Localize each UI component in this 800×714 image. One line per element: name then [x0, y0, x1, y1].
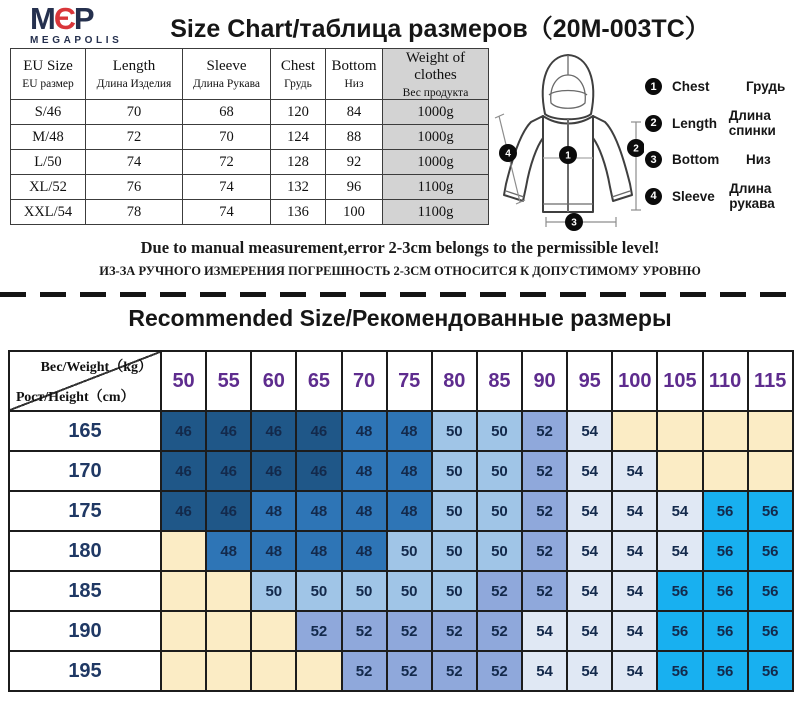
height-row-header: 175 — [9, 491, 161, 531]
size-table-row — [11, 175, 489, 200]
matrix-size-cell: 56 — [748, 611, 793, 651]
matrix-size-cell: 48 — [342, 451, 387, 491]
size-col-header — [271, 49, 326, 100]
matrix-size-cell: 46 — [161, 491, 206, 531]
size-col-header-en: Length — [112, 58, 156, 74]
brand-logo-letters — [30, 3, 122, 34]
matrix-row — [9, 651, 793, 691]
matrix-size-cell: 54 — [567, 611, 612, 651]
matrix-size-cell: 48 — [206, 531, 251, 571]
weight-col-header: 85 — [477, 351, 522, 411]
matrix-size-cell: 48 — [342, 491, 387, 531]
matrix-size-cell: 52 — [522, 571, 567, 611]
logo-letter-g: Є — [53, 1, 74, 36]
matrix-size-cell: 50 — [432, 411, 477, 451]
matrix-size-cell: 56 — [657, 571, 702, 611]
size-table-row — [11, 100, 489, 125]
matrix-size-cell: 50 — [432, 571, 477, 611]
matrix-size-cell: 50 — [477, 411, 522, 451]
size-value-cell: 70 — [86, 100, 183, 125]
svg-text:1: 1 — [565, 150, 571, 162]
measurement-note-ru: ИЗ-ЗА РУЧНОГО ИЗМЕРЕНИЯ ПОГРЕШНОСТЬ 2-3СМ ОТНОСИТСЯ К ДОПУСТИМОМУ УРОВНЮ — [99, 264, 701, 278]
size-value-cell: 1100g — [383, 175, 489, 200]
size-value-cell: 92 — [326, 150, 383, 175]
legend-label-en: Chest — [672, 79, 710, 94]
height-row-header: 190 — [9, 611, 161, 651]
size-value-cell: 70 — [183, 125, 271, 150]
matrix-size-cell: 56 — [748, 651, 793, 691]
diagonal-header — [10, 352, 160, 410]
size-col-header-en: Weight of clothes — [405, 49, 466, 83]
matrix-size-cell: 46 — [206, 491, 251, 531]
matrix-row — [9, 451, 793, 491]
matrix-size-cell: 48 — [251, 531, 296, 571]
matrix-size-cell: 56 — [703, 571, 748, 611]
size-value-cell: 76 — [86, 175, 183, 200]
matrix-size-cell: 46 — [296, 411, 341, 451]
size-col-header — [183, 49, 271, 100]
size-table-row — [11, 200, 489, 225]
weight-col-header: 70 — [342, 351, 387, 411]
size-value-cell: 132 — [271, 175, 326, 200]
weight-col-header: 55 — [206, 351, 251, 411]
size-table-row — [11, 125, 489, 150]
diagram-legend — [645, 78, 800, 211]
matrix-size-cell: 50 — [432, 531, 477, 571]
matrix-row — [9, 531, 793, 571]
matrix-size-cell: 54 — [522, 611, 567, 651]
size-value-cell: 128 — [271, 150, 326, 175]
legend-number-3: 3 — [645, 151, 662, 168]
matrix-size-cell: 52 — [477, 611, 522, 651]
matrix-size-cell: 52 — [342, 611, 387, 651]
size-col-header-ru: Вес продукта — [402, 86, 469, 99]
matrix-empty-cell — [161, 531, 206, 571]
matrix-size-cell: 54 — [567, 531, 612, 571]
matrix-size-cell: 54 — [612, 651, 657, 691]
svg-text:3: 3 — [571, 217, 577, 229]
matrix-size-cell: 48 — [387, 411, 432, 451]
legend-label-ru: Длина рукава — [729, 181, 775, 211]
matrix-row — [9, 491, 793, 531]
legend-label-en: Bottom — [672, 152, 720, 167]
size-value-cell: 74 — [183, 200, 271, 225]
matrix-size-cell: 46 — [296, 451, 341, 491]
matrix-size-cell: 46 — [206, 451, 251, 491]
size-value-cell: 72 — [183, 150, 271, 175]
matrix-size-cell: 50 — [387, 531, 432, 571]
matrix-size-cell: 48 — [387, 451, 432, 491]
size-table-row — [11, 150, 489, 175]
corner-height-label: Рост/Height（cm） — [16, 390, 135, 405]
matrix-size-cell: 50 — [387, 571, 432, 611]
size-value-cell: 96 — [326, 175, 383, 200]
matrix-empty-cell — [161, 651, 206, 691]
matrix-size-cell: 56 — [748, 531, 793, 571]
matrix-size-cell: 48 — [296, 491, 341, 531]
matrix-size-cell: 56 — [748, 491, 793, 531]
matrix-size-cell: 52 — [432, 611, 477, 651]
matrix-size-cell: 52 — [477, 571, 522, 611]
legend-item-bottom — [645, 151, 800, 168]
svg-text:2: 2 — [633, 143, 639, 155]
legend-label-ru: Низ — [746, 152, 771, 167]
matrix-empty-cell — [161, 611, 206, 651]
size-col-header-en: EU Size — [23, 58, 73, 74]
corner-weight-label: Вес/Weight（kg） — [40, 360, 152, 375]
matrix-empty-cell — [748, 411, 793, 451]
height-row-header: 195 — [9, 651, 161, 691]
size-value-cell: 72 — [86, 125, 183, 150]
matrix-size-cell: 48 — [387, 491, 432, 531]
size-label-cell: M/48 — [11, 125, 86, 150]
matrix-size-cell: 50 — [251, 571, 296, 611]
size-table-body — [11, 100, 489, 225]
matrix-size-cell: 54 — [522, 651, 567, 691]
matrix-size-cell: 54 — [612, 611, 657, 651]
size-value-cell: 74 — [183, 175, 271, 200]
matrix-size-cell: 50 — [477, 531, 522, 571]
measurement-note-en: Due to manual measurement,error 2-3cm belongs to the permissible level! — [140, 238, 660, 257]
matrix-empty-cell — [612, 411, 657, 451]
size-col-header-en: Bottom — [331, 58, 377, 74]
size-col-header — [86, 49, 183, 100]
size-value-cell: 1100g — [383, 200, 489, 225]
legend-number-4: 4 — [645, 188, 662, 205]
matrix-size-cell: 52 — [296, 611, 341, 651]
matrix-size-cell: 52 — [387, 611, 432, 651]
matrix-size-cell: 52 — [522, 491, 567, 531]
matrix-size-cell: 56 — [703, 531, 748, 571]
matrix-size-cell: 56 — [703, 611, 748, 651]
matrix-size-cell: 50 — [296, 571, 341, 611]
matrix-size-cell: 56 — [703, 651, 748, 691]
size-value-cell: 120 — [271, 100, 326, 125]
matrix-size-cell: 56 — [703, 491, 748, 531]
size-label-cell: S/46 — [11, 100, 86, 125]
recommended-size-matrix — [8, 350, 794, 692]
matrix-size-cell: 54 — [567, 651, 612, 691]
size-col-header — [11, 49, 86, 100]
matrix-size-cell: 52 — [432, 651, 477, 691]
matrix-size-cell: 54 — [567, 411, 612, 451]
size-col-header-ru: Низ — [344, 78, 364, 90]
matrix-row — [9, 411, 793, 451]
matrix-size-cell: 54 — [567, 571, 612, 611]
legend-number-1: 1 — [645, 78, 662, 95]
weight-col-header: 95 — [567, 351, 612, 411]
matrix-corner-cell — [9, 351, 161, 411]
matrix-empty-cell — [206, 651, 251, 691]
matrix-size-cell: 54 — [657, 491, 702, 531]
size-col-header — [326, 49, 383, 100]
legend-label-en: Length — [672, 115, 717, 131]
legend-label-ru: Грудь — [746, 79, 786, 94]
size-value-cell: 88 — [326, 125, 383, 150]
matrix-empty-cell — [657, 451, 702, 491]
size-value-cell: 78 — [86, 200, 183, 225]
matrix-size-cell: 52 — [522, 411, 567, 451]
size-value-cell: 124 — [271, 125, 326, 150]
weight-col-header: 115 — [748, 351, 793, 411]
matrix-size-cell: 50 — [432, 451, 477, 491]
weight-col-header: 105 — [657, 351, 702, 411]
matrix-size-cell: 46 — [161, 451, 206, 491]
size-value-cell: 136 — [271, 200, 326, 225]
matrix-size-cell: 50 — [477, 491, 522, 531]
page-title: Size Chart/таблица размеров（20M-003TC） — [170, 15, 710, 43]
weight-col-header: 50 — [161, 351, 206, 411]
matrix-size-cell: 46 — [206, 411, 251, 451]
size-value-cell: 100 — [326, 200, 383, 225]
size-value-cell: 68 — [183, 100, 271, 125]
size-table-header — [11, 49, 489, 100]
matrix-size-cell: 48 — [296, 531, 341, 571]
recommended-size-heading: Recommended Size/Рекомендованные размеры — [128, 305, 672, 331]
height-row-header: 185 — [9, 571, 161, 611]
logo-letter-p: P — [73, 1, 93, 36]
weight-col-header: 65 — [296, 351, 341, 411]
matrix-size-cell: 54 — [657, 531, 702, 571]
matrix-size-cell: 54 — [612, 531, 657, 571]
matrix-empty-cell — [206, 611, 251, 651]
matrix-size-cell: 46 — [251, 451, 296, 491]
legend-item-sleeve — [645, 181, 800, 211]
matrix-empty-cell — [657, 411, 702, 451]
matrix-size-cell: 48 — [342, 411, 387, 451]
brand-logo — [30, 3, 122, 46]
brand-logo-subtitle: MEGAPOLIS — [30, 35, 123, 46]
size-col-header-ru: Длина Изделия — [96, 78, 172, 90]
legend-label-en: Sleeve — [672, 188, 715, 204]
matrix-row — [9, 571, 793, 611]
matrix-size-cell: 54 — [567, 451, 612, 491]
matrix-size-cell: 52 — [477, 651, 522, 691]
dashed-divider — [0, 292, 800, 297]
size-value-cell: 1000g — [383, 150, 489, 175]
weight-col-header: 110 — [703, 351, 748, 411]
size-value-cell: 74 — [86, 150, 183, 175]
matrix-size-cell: 54 — [612, 451, 657, 491]
height-row-header: 165 — [9, 411, 161, 451]
matrix-empty-cell — [161, 571, 206, 611]
svg-text:4: 4 — [505, 148, 511, 160]
matrix-empty-cell — [703, 411, 748, 451]
size-col-header-en: Sleeve — [206, 58, 247, 74]
matrix-empty-cell — [703, 451, 748, 491]
height-row-header: 170 — [9, 451, 161, 491]
size-col-header — [383, 49, 489, 100]
matrix-size-cell: 46 — [251, 411, 296, 451]
matrix-empty-cell — [251, 611, 296, 651]
size-label-cell: XL/52 — [11, 175, 86, 200]
matrix-empty-cell — [206, 571, 251, 611]
size-col-header-en: Chest — [280, 58, 316, 74]
legend-item-chest — [645, 78, 800, 95]
matrix-empty-cell — [296, 651, 341, 691]
matrix-size-cell: 56 — [657, 611, 702, 651]
size-value-cell: 84 — [326, 100, 383, 125]
matrix-size-cell: 54 — [612, 571, 657, 611]
size-col-header-ru: Длина Рукава — [193, 78, 260, 90]
legend-label-ru: Длина спинки — [728, 108, 776, 138]
matrix-empty-cell — [251, 651, 296, 691]
matrix-size-cell: 54 — [612, 491, 657, 531]
weight-col-header: 60 — [251, 351, 296, 411]
jacket-right-sleeve — [593, 116, 632, 201]
matrix-size-cell: 48 — [251, 491, 296, 531]
matrix-size-cell: 56 — [657, 651, 702, 691]
size-measurements-table — [10, 48, 489, 225]
legend-item-length — [645, 108, 800, 138]
matrix-size-cell: 52 — [522, 451, 567, 491]
matrix-size-cell: 52 — [522, 531, 567, 571]
matrix-size-cell: 50 — [342, 571, 387, 611]
size-col-header-ru: EU размер — [22, 78, 74, 90]
weight-col-header: 100 — [612, 351, 657, 411]
size-col-header-ru: Грудь — [284, 78, 312, 90]
weight-col-header: 80 — [432, 351, 477, 411]
matrix-size-cell: 54 — [567, 491, 612, 531]
matrix-header-row — [9, 351, 793, 411]
legend-number-2: 2 — [645, 115, 662, 132]
matrix-size-cell: 48 — [342, 531, 387, 571]
size-value-cell: 1000g — [383, 125, 489, 150]
matrix-size-cell: 46 — [161, 411, 206, 451]
matrix-size-cell: 52 — [387, 651, 432, 691]
size-label-cell: L/50 — [11, 150, 86, 175]
weight-col-header: 75 — [387, 351, 432, 411]
matrix-size-cell: 50 — [432, 491, 477, 531]
size-label-cell: XXL/54 — [11, 200, 86, 225]
jacket-diagram — [492, 50, 644, 237]
matrix-size-cell: 56 — [748, 571, 793, 611]
weight-col-header: 90 — [522, 351, 567, 411]
matrix-empty-cell — [748, 451, 793, 491]
matrix-size-cell: 52 — [342, 651, 387, 691]
matrix-size-cell: 50 — [477, 451, 522, 491]
matrix-row — [9, 611, 793, 651]
height-row-header: 180 — [9, 531, 161, 571]
logo-letter-m: M — [30, 1, 54, 36]
size-value-cell: 1000g — [383, 100, 489, 125]
